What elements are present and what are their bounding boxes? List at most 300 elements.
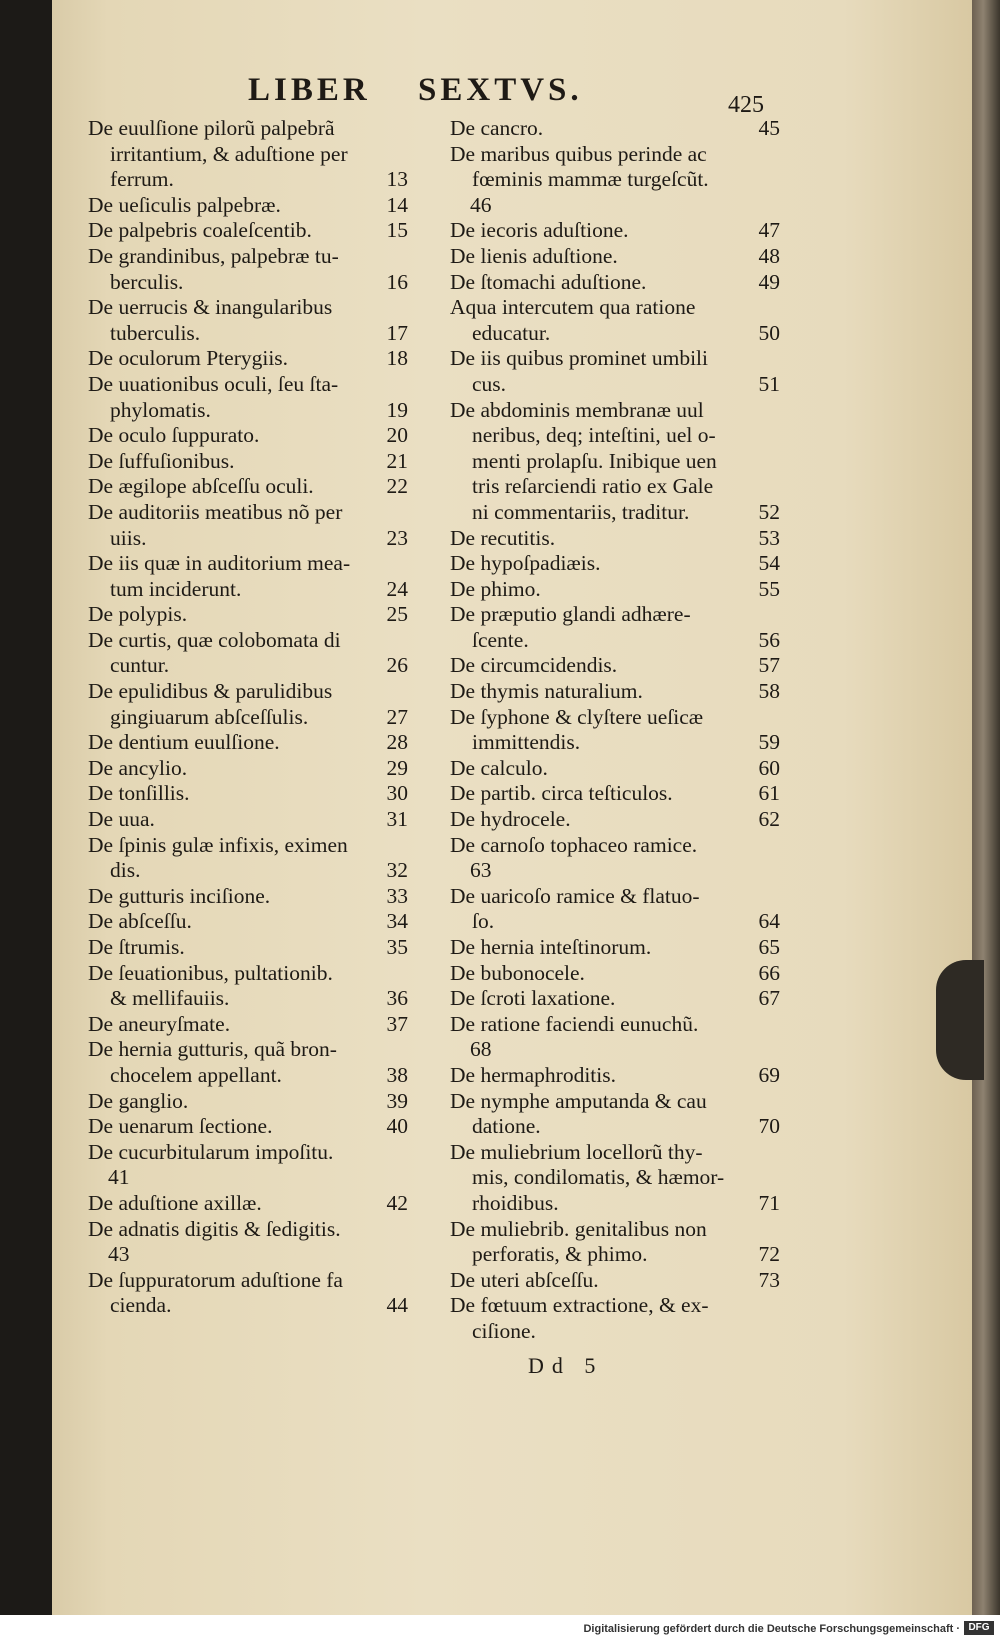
entry-line (88, 423, 408, 449)
index-entry (88, 628, 408, 679)
entry-line (88, 1268, 408, 1294)
entry-line (450, 833, 780, 859)
index-entry (88, 1217, 408, 1268)
entry-line (88, 142, 408, 168)
index-entry (450, 705, 780, 756)
entry-line (88, 935, 408, 961)
entry-text: De calculo. (450, 755, 548, 780)
page-number: 41 (108, 1165, 130, 1190)
entry-text: cienda. (110, 1293, 172, 1318)
entry-line (88, 1293, 408, 1319)
index-entry (450, 602, 780, 653)
entry-line (88, 1037, 408, 1063)
entry-text: De hydrocele. (450, 807, 571, 832)
entry-line (88, 500, 408, 526)
page-number: 30 (386, 781, 408, 806)
entry-line (450, 142, 780, 168)
entry-text: De auditoriis meatibus nõ per (88, 499, 343, 524)
page-number: 14 (386, 192, 408, 217)
entry-text: De hypoſpadiæis. (450, 551, 601, 576)
page-number: 57 (758, 653, 780, 678)
entry-text: De ſuppuratorum aduſtione fa (88, 1267, 343, 1292)
entry-text: De recutitis. (450, 525, 556, 550)
dfg-logo: DFG (964, 1621, 994, 1635)
index-entry (450, 142, 780, 219)
index-entry (450, 295, 780, 346)
index-entry (450, 244, 780, 270)
page-number: 71 (758, 1190, 780, 1215)
index-entry (88, 346, 408, 372)
entry-line (450, 1268, 780, 1294)
page-number: 13 (386, 167, 408, 192)
entry-line (88, 986, 408, 1012)
page-number: 42 (386, 1190, 408, 1215)
page-number: 51 (758, 371, 780, 396)
entry-line (450, 1165, 780, 1191)
entry-text: De ſyphone & clyſtere ueſicæ (450, 704, 704, 729)
entry-text: De ganglio. (88, 1088, 189, 1113)
entry-line (88, 679, 408, 705)
entry-line (88, 961, 408, 987)
entry-text: ferrum. (110, 167, 174, 192)
index-entry (88, 1089, 408, 1115)
entry-line (450, 807, 780, 833)
page-number: 65 (758, 935, 780, 959)
entry-line (450, 1191, 780, 1217)
page-number: 34 (386, 909, 408, 934)
entry-text: De ſeuationibus, pultationib. (88, 960, 333, 985)
index-entry (450, 1217, 780, 1268)
page-number: 17 (386, 320, 408, 345)
index-entry (450, 935, 780, 961)
entry-line (450, 577, 780, 603)
index-entry (450, 756, 780, 782)
entry-text: fœminis mammæ turgeſcũt. (472, 167, 709, 192)
entry-line (450, 372, 780, 398)
entry-line (88, 730, 408, 756)
entry-text: Aqua intercutem qua ratione (450, 295, 696, 320)
index-entry (450, 679, 780, 705)
index-entry (450, 398, 780, 526)
entry-text: De ægilope abſceſſu oculi. (88, 474, 314, 499)
entry-line (88, 833, 408, 859)
page-number: 69 (758, 1062, 780, 1087)
page-number: 40 (386, 1114, 408, 1139)
entry-text: dis. (110, 858, 141, 883)
page-number: 28 (386, 730, 408, 755)
entry-text: De ſtrumis. (88, 935, 185, 959)
index-entry (450, 884, 780, 935)
index-entry (450, 1268, 780, 1294)
index-entry (88, 1012, 408, 1038)
entry-text: De circumcidendis. (450, 653, 618, 678)
entry-text: De ueſiculis palpebræ. (88, 192, 281, 217)
index-column-left (88, 116, 408, 1319)
page-number: 32 (386, 858, 408, 883)
entry-text: ſcente. (472, 627, 529, 652)
entry-line (88, 1114, 408, 1140)
page-edge (972, 0, 1000, 1615)
page-number: 55 (758, 576, 780, 601)
footer-bar (0, 1615, 1000, 1642)
entry-text: ni commentariis, traditur. (472, 499, 690, 524)
entry-text: De adnatis digitis & ſedigitis. (88, 1216, 341, 1241)
entry-line (88, 193, 408, 219)
page-number: 61 (758, 781, 780, 806)
page-number: 15 (386, 218, 408, 243)
entry-text: uiis. (110, 525, 147, 550)
page-number: 48 (758, 243, 780, 268)
index-entry (88, 193, 408, 219)
index-entry (88, 781, 408, 807)
entry-line (450, 935, 780, 961)
page-number: 38 (386, 1062, 408, 1087)
index-entry (88, 244, 408, 295)
running-header (0, 72, 1000, 112)
index-entry (88, 372, 408, 423)
entry-text: De hernia gutturis, quã bron- (88, 1037, 337, 1062)
entry-line (450, 167, 780, 193)
index-entry (450, 577, 780, 603)
entry-text: datione. (472, 1114, 541, 1139)
folio-number: 425 (728, 92, 764, 118)
entry-text: De dentium euulſione. (88, 730, 280, 755)
index-entry (88, 961, 408, 1012)
index-entry (88, 1268, 408, 1319)
entry-text: De ancylio. (88, 755, 188, 780)
page-number: 25 (386, 602, 408, 627)
index-entry (450, 116, 780, 142)
entry-line (450, 1089, 780, 1115)
entry-text: De aneuryſmate. (88, 1011, 231, 1036)
entry-text: De muliebrib. genitalibus non (450, 1216, 707, 1241)
header-right: SEXTVS. (418, 72, 583, 108)
entry-text: phylomatis. (110, 397, 211, 422)
entry-line (88, 218, 408, 244)
entry-line (88, 116, 408, 142)
entry-line (450, 909, 780, 935)
page-number: 21 (386, 448, 408, 473)
entry-text: tum inciderunt. (110, 576, 242, 601)
entry-text: & mellifauiis. (110, 986, 230, 1011)
entry-text: immittendis. (472, 730, 581, 755)
entry-line (450, 986, 780, 1012)
page-number: 47 (758, 218, 780, 243)
entry-text: De gutturis inciſione. (88, 883, 271, 908)
entry-line (88, 1012, 408, 1038)
index-entry (88, 551, 408, 602)
page-number: 64 (758, 909, 780, 934)
entry-line (88, 628, 408, 654)
index-entry (88, 730, 408, 756)
entry-text: chocelem appellant. (110, 1062, 282, 1087)
page-number: 52 (758, 499, 780, 524)
index-entry (450, 781, 780, 807)
page-number: 73 (758, 1267, 780, 1292)
entry-text: De phimo. (450, 576, 541, 601)
entry-line (450, 961, 780, 987)
index-entry (88, 474, 408, 500)
page-number: 68 (470, 1037, 492, 1062)
index-entry (450, 1063, 780, 1089)
index-entry (88, 909, 408, 935)
entry-line (88, 321, 408, 347)
index-entry (450, 807, 780, 833)
entry-line (450, 526, 780, 552)
index-entry (450, 833, 780, 884)
index-entry (88, 218, 408, 244)
entry-line (450, 449, 780, 475)
entry-text: De carnoſo tophaceo ramice. (450, 832, 698, 857)
entry-line (88, 577, 408, 603)
index-entry (88, 500, 408, 551)
index-entry (88, 833, 408, 884)
entry-text: De grandinibus, palpebræ tu- (88, 243, 339, 268)
index-entry (450, 1293, 780, 1344)
page-number: 22 (386, 474, 408, 499)
entry-line (450, 500, 780, 526)
entry-text: De oculo ſuppurato. (88, 423, 260, 448)
entry-text: menti prolapſu. Inibique uen (472, 448, 717, 473)
page-number: 53 (758, 525, 780, 550)
page-number: 46 (470, 192, 492, 217)
page-number: 24 (386, 576, 408, 601)
entry-line (88, 781, 408, 807)
entry-text: De polypis. (88, 602, 188, 627)
page-number: 62 (758, 807, 780, 832)
page-number: 44 (386, 1293, 408, 1318)
index-entry (88, 884, 408, 910)
page-number: 56 (758, 627, 780, 652)
entry-line (88, 526, 408, 552)
entry-line (450, 653, 780, 679)
index-entry (88, 756, 408, 782)
entry-text: De nymphe amputanda & cau (450, 1088, 707, 1113)
entry-text: De ratione faciendi eunuchũ. (450, 1011, 699, 1036)
entry-text: De curtis, quæ colobomata di (88, 627, 341, 652)
entry-text: De muliebrium locellorũ thy- (450, 1139, 703, 1164)
entry-text: gingiuarum abſceſſulis. (110, 704, 309, 729)
page-number: 37 (386, 1011, 408, 1036)
page-number: 31 (386, 807, 408, 832)
entry-line (450, 1012, 780, 1038)
entry-line (450, 602, 780, 628)
index-entry (450, 1012, 780, 1063)
page-number: 70 (758, 1114, 780, 1139)
entry-text: De cancro. (450, 116, 544, 140)
entry-line (450, 1293, 780, 1319)
page-number: 58 (758, 679, 780, 704)
entry-text: berculis. (110, 269, 184, 294)
page-number: 59 (758, 730, 780, 755)
entry-line (88, 398, 408, 424)
entry-line (450, 679, 780, 705)
entry-text: De ſuffuſionibus. (88, 448, 235, 473)
entry-text: cus. (472, 371, 507, 396)
index-entry (450, 218, 780, 244)
entry-line (450, 1242, 780, 1268)
page-number: 16 (386, 269, 408, 294)
index-entry (450, 961, 780, 987)
entry-line (450, 398, 780, 424)
entry-line (450, 218, 780, 244)
entry-text: De oculorum Pterygiis. (88, 346, 289, 371)
header-left: LIBER (248, 72, 371, 108)
entry-line (450, 730, 780, 756)
entry-line (88, 756, 408, 782)
page-number: 72 (758, 1242, 780, 1267)
entry-line (88, 1063, 408, 1089)
entry-line (88, 167, 408, 193)
entry-text: cuntur. (110, 653, 170, 678)
entry-line (450, 474, 780, 500)
index-entry (450, 653, 780, 679)
entry-line (88, 1140, 408, 1166)
entry-line (88, 705, 408, 731)
index-entry (450, 986, 780, 1012)
entry-line (450, 270, 780, 296)
entry-text: De uua. (88, 807, 155, 832)
entry-text: De præputio glandi adhære- (450, 602, 691, 627)
index-entry (450, 270, 780, 296)
entry-text: De iis quæ in auditorium mea- (88, 551, 351, 576)
entry-text: ſo. (472, 909, 495, 934)
entry-text: De uenarum ſectione. (88, 1114, 273, 1139)
entry-text: De aduſtione axillæ. (88, 1190, 262, 1215)
entry-line (450, 628, 780, 654)
entry-line (450, 1319, 780, 1345)
index-entry (88, 1037, 408, 1088)
signature-mark: Dd 5 (528, 1353, 604, 1378)
entry-text: De palpebris coaleſcentib. (88, 218, 312, 243)
entry-line (450, 1140, 780, 1166)
index-entry (450, 1089, 780, 1140)
page-number: 36 (386, 986, 408, 1011)
index-entry (88, 935, 408, 961)
page-number: 63 (470, 858, 492, 883)
entry-text: De abdominis membranæ uul (450, 397, 704, 422)
page-number: 20 (386, 423, 408, 448)
entry-text: neribus, deq; inteſtini, uel o- (472, 423, 716, 448)
index-entry (450, 1140, 780, 1217)
entry-text: tris reſarciendi ratio ex Gale (472, 474, 714, 499)
entry-line (88, 909, 408, 935)
page-number: 26 (386, 653, 408, 678)
page-number: 35 (386, 935, 408, 959)
entry-line (88, 244, 408, 270)
entry-line (450, 756, 780, 782)
index-entry (88, 679, 408, 730)
entry-line (88, 807, 408, 833)
entry-line (88, 372, 408, 398)
entry-text: De bubonocele. (450, 960, 585, 985)
funding-note: Digitalisierung gefördert durch die Deutsche Forschungsgemeinschaft · (583, 1623, 960, 1635)
entry-line (450, 346, 780, 372)
entry-text: De iis quibus prominet umbili (450, 346, 708, 371)
entry-text: De uteri abſceſſu. (450, 1267, 599, 1292)
entry-line (450, 551, 780, 577)
entry-text: De fœtuum extractione, & ex- (450, 1293, 709, 1318)
entry-text: De uaricoſo ramice & flatuo- (450, 883, 700, 908)
page-number: 66 (758, 960, 780, 985)
entry-text: De ſtomachi aduſtione. (450, 269, 647, 294)
index-entry (88, 602, 408, 628)
entry-line (450, 1217, 780, 1243)
page-number: 29 (386, 755, 408, 780)
page-number: 33 (386, 883, 408, 908)
index-entry (88, 807, 408, 833)
index-entry (88, 116, 408, 193)
entry-text: De partib. circa teſticulos. (450, 781, 673, 806)
index-entry (88, 295, 408, 346)
page-number: 67 (758, 986, 780, 1011)
entry-line (88, 602, 408, 628)
page-number: 60 (758, 755, 780, 780)
entry-text: rhoidibus. (472, 1190, 559, 1215)
entry-text: De tonſillis. (88, 781, 190, 806)
entry-line (88, 474, 408, 500)
entry-text: De hermaphroditis. (450, 1062, 616, 1087)
page-number: 43 (108, 1242, 130, 1267)
page-clip (936, 960, 984, 1080)
index-entry (450, 346, 780, 397)
page-number: 45 (758, 116, 780, 140)
entry-text: De uuationibus oculi, ſeu ſta- (88, 371, 339, 396)
page-number: 18 (386, 346, 408, 371)
entry-line (88, 884, 408, 910)
entry-line (88, 858, 408, 884)
entry-line (88, 551, 408, 577)
entry-text: De hernia inteſtinorum. (450, 935, 652, 959)
entry-line (88, 1089, 408, 1115)
page-number: 19 (386, 397, 408, 422)
entry-text: De abſceſſu. (88, 909, 192, 934)
index-entry (88, 1114, 408, 1140)
page-number: 27 (386, 704, 408, 729)
entry-text: De cucurbitularum impoſitu. (88, 1139, 334, 1164)
entry-text: De ſpinis gulæ infixis, eximen (88, 832, 348, 857)
entry-line (450, 116, 780, 142)
entry-line (88, 295, 408, 321)
page-number: 39 (386, 1088, 408, 1113)
entry-text: De maribus quibus perinde ac (450, 141, 707, 166)
index-entry (88, 449, 408, 475)
index-entry (88, 423, 408, 449)
entry-line (88, 270, 408, 296)
index-entry (450, 526, 780, 552)
entry-line (450, 1063, 780, 1089)
entry-line (88, 346, 408, 372)
index-column-right (450, 116, 780, 1345)
entry-line (88, 1191, 408, 1217)
page-number: 54 (758, 551, 780, 576)
index-entry (88, 1191, 408, 1217)
page-number: 49 (758, 269, 780, 294)
entry-text: mis, condilomatis, & hæmor- (472, 1165, 725, 1190)
entry-line (88, 449, 408, 475)
entry-text: De iecoris aduſtione. (450, 218, 629, 243)
entry-text: ciſione. (472, 1318, 536, 1343)
index-entry (88, 1140, 408, 1191)
index-entry (450, 551, 780, 577)
entry-line (450, 295, 780, 321)
entry-text: De ſcroti laxatione. (450, 986, 616, 1011)
entry-text: De euulſione pilorũ palpebrã (88, 116, 335, 140)
entry-text: educatur. (472, 320, 551, 345)
entry-line (88, 653, 408, 679)
entry-text: De epulidibus & parulidibus (88, 679, 333, 704)
entry-line (450, 244, 780, 270)
